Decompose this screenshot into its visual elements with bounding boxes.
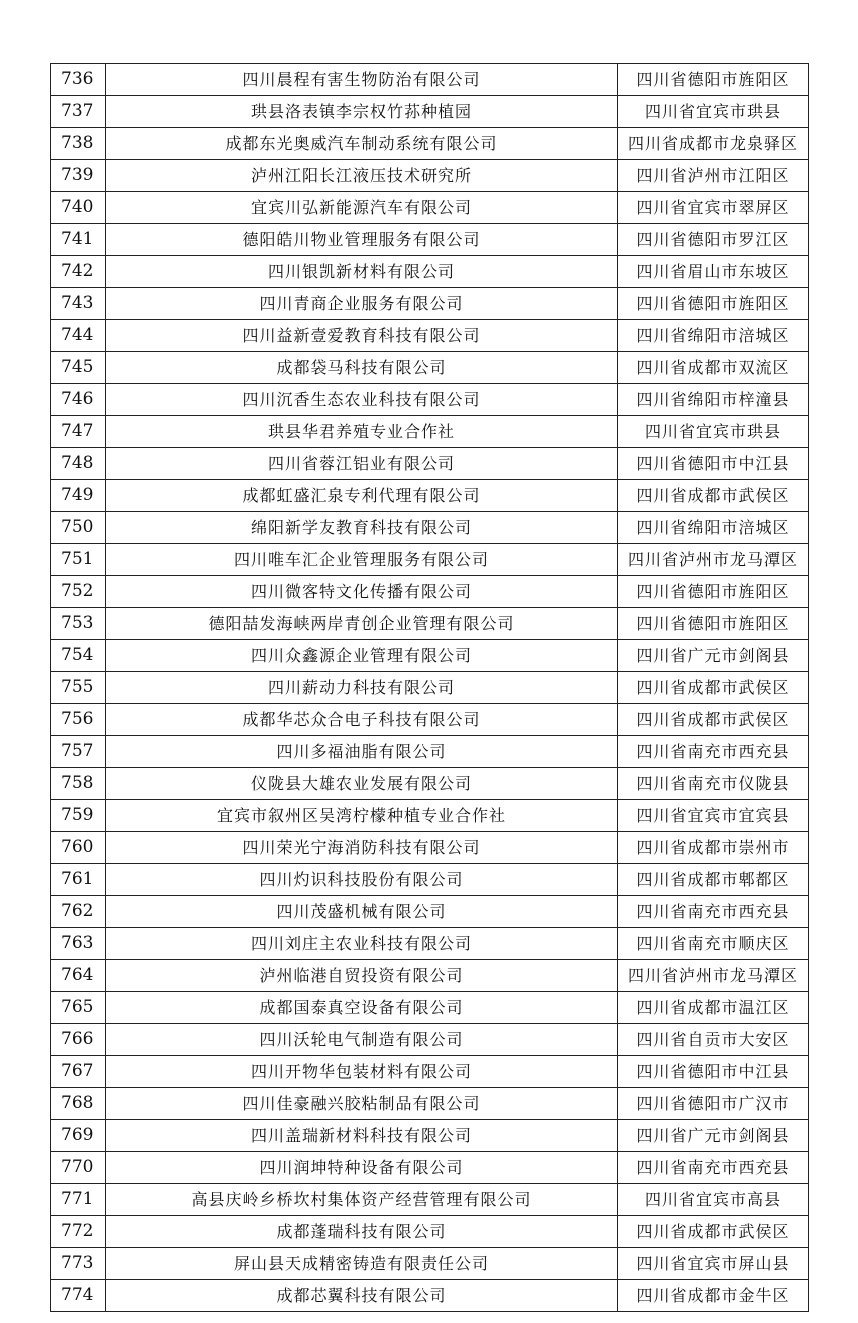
region-cell: 四川省广元市剑阁县: [618, 1120, 809, 1152]
row-number-cell: 753: [51, 608, 106, 640]
company-name-cell: 德阳喆发海峡两岸青创企业管理有限公司: [106, 608, 618, 640]
table-row: [51, 1216, 809, 1248]
row-number-cell: 737: [51, 96, 106, 128]
table-row: [51, 928, 809, 960]
table-row: [51, 768, 809, 800]
company-name-cell: 泸州江阳长江液压技术研究所: [106, 160, 618, 192]
company-name-cell: 泸州临港自贸投资有限公司: [106, 960, 618, 992]
row-number-cell: 746: [51, 384, 106, 416]
table-row: [51, 160, 809, 192]
company-name-cell: 四川荣光宁海消防科技有限公司: [106, 832, 618, 864]
table-row: [51, 1248, 809, 1280]
company-name-cell: 成都东光奥威汽车制动系统有限公司: [106, 128, 618, 160]
table-row: [51, 672, 809, 704]
row-number-cell: 773: [51, 1248, 106, 1280]
table-row: [51, 256, 809, 288]
region-cell: 四川省南充市西充县: [618, 1152, 809, 1184]
row-number-cell: 742: [51, 256, 106, 288]
region-cell: 四川省德阳市罗江区: [618, 224, 809, 256]
table-row: [51, 320, 809, 352]
region-cell: 四川省宜宾市翠屏区: [618, 192, 809, 224]
region-cell: 四川省宜宾市珙县: [618, 96, 809, 128]
table-row: [51, 608, 809, 640]
company-name-cell: 仪陇县大雄农业发展有限公司: [106, 768, 618, 800]
table-row: [51, 224, 809, 256]
region-cell: 四川省德阳市中江县: [618, 448, 809, 480]
region-cell: 四川省宜宾市宜宾县: [618, 800, 809, 832]
table-row: [51, 1056, 809, 1088]
company-name-cell: 四川晨程有害生物防治有限公司: [106, 64, 618, 96]
table-row: [51, 576, 809, 608]
table-row: [51, 96, 809, 128]
company-name-cell: 四川沉香生态农业科技有限公司: [106, 384, 618, 416]
table-row: [51, 544, 809, 576]
table-row: [51, 832, 809, 864]
company-name-cell: 成都芯翼科技有限公司: [106, 1280, 618, 1312]
row-number-cell: 757: [51, 736, 106, 768]
company-name-cell: 宜宾川弘新能源汽车有限公司: [106, 192, 618, 224]
table-row: [51, 1152, 809, 1184]
region-cell: 四川省南充市西充县: [618, 896, 809, 928]
company-name-cell: 四川盖瑞新材料科技有限公司: [106, 1120, 618, 1152]
company-list-table-wrapper: [50, 63, 808, 1312]
row-number-cell: 754: [51, 640, 106, 672]
row-number-cell: 765: [51, 992, 106, 1024]
region-cell: 四川省德阳市中江县: [618, 1056, 809, 1088]
region-cell: 四川省德阳市旌阳区: [618, 576, 809, 608]
company-name-cell: 四川刘庄主农业科技有限公司: [106, 928, 618, 960]
row-number-cell: 741: [51, 224, 106, 256]
company-name-cell: 四川灼识科技股份有限公司: [106, 864, 618, 896]
row-number-cell: 747: [51, 416, 106, 448]
table-row: [51, 960, 809, 992]
region-cell: 四川省成都市武侯区: [618, 672, 809, 704]
row-number-cell: 764: [51, 960, 106, 992]
company-name-cell: 四川开物华包装材料有限公司: [106, 1056, 618, 1088]
company-name-cell: 成都华芯众合电子科技有限公司: [106, 704, 618, 736]
company-name-cell: 四川润坤特种设备有限公司: [106, 1152, 618, 1184]
company-name-cell: 四川佳豪融兴胶粘制品有限公司: [106, 1088, 618, 1120]
region-cell: 四川省成都市郫都区: [618, 864, 809, 896]
company-name-cell: 高县庆岭乡桥坎村集体资产经营管理有限公司: [106, 1184, 618, 1216]
row-number-cell: 750: [51, 512, 106, 544]
region-cell: 四川省成都市龙泉驿区: [618, 128, 809, 160]
row-number-cell: 745: [51, 352, 106, 384]
table-row: [51, 352, 809, 384]
region-cell: 四川省泸州市龙马潭区: [618, 960, 809, 992]
row-number-cell: 751: [51, 544, 106, 576]
region-cell: 四川省眉山市东坡区: [618, 256, 809, 288]
row-number-cell: 772: [51, 1216, 106, 1248]
region-cell: 四川省成都市武侯区: [618, 1216, 809, 1248]
table-row: [51, 704, 809, 736]
company-name-cell: 四川青商企业服务有限公司: [106, 288, 618, 320]
table-row: [51, 992, 809, 1024]
row-number-cell: 767: [51, 1056, 106, 1088]
company-name-cell: 四川薪动力科技有限公司: [106, 672, 618, 704]
region-cell: 四川省德阳市旌阳区: [618, 288, 809, 320]
row-number-cell: 763: [51, 928, 106, 960]
table-row: [51, 640, 809, 672]
table-row: [51, 1184, 809, 1216]
table-row: [51, 384, 809, 416]
row-number-cell: 739: [51, 160, 106, 192]
row-number-cell: 770: [51, 1152, 106, 1184]
region-cell: 四川省德阳市旌阳区: [618, 64, 809, 96]
region-cell: 四川省绵阳市涪城区: [618, 320, 809, 352]
region-cell: 四川省泸州市龙马潭区: [618, 544, 809, 576]
row-number-cell: 744: [51, 320, 106, 352]
row-number-cell: 752: [51, 576, 106, 608]
table-row: [51, 1088, 809, 1120]
region-cell: 四川省成都市双流区: [618, 352, 809, 384]
table-row: [51, 448, 809, 480]
table-body: [51, 64, 809, 1312]
row-number-cell: 762: [51, 896, 106, 928]
table-row: [51, 1280, 809, 1312]
company-name-cell: 四川微客特文化传播有限公司: [106, 576, 618, 608]
row-number-cell: 769: [51, 1120, 106, 1152]
region-cell: 四川省宜宾市屏山县: [618, 1248, 809, 1280]
region-cell: 四川省成都市金牛区: [618, 1280, 809, 1312]
row-number-cell: 768: [51, 1088, 106, 1120]
row-number-cell: 758: [51, 768, 106, 800]
company-name-cell: 四川多福油脂有限公司: [106, 736, 618, 768]
table-row: [51, 416, 809, 448]
row-number-cell: 761: [51, 864, 106, 896]
region-cell: 四川省成都市崇州市: [618, 832, 809, 864]
region-cell: 四川省成都市武侯区: [618, 704, 809, 736]
company-name-cell: 屏山县天成精密铸造有限责任公司: [106, 1248, 618, 1280]
table-row: [51, 512, 809, 544]
region-cell: 四川省德阳市旌阳区: [618, 608, 809, 640]
table-row: [51, 480, 809, 512]
company-name-cell: 四川茂盛机械有限公司: [106, 896, 618, 928]
region-cell: 四川省宜宾市珙县: [618, 416, 809, 448]
company-name-cell: 四川益新壹爱教育科技有限公司: [106, 320, 618, 352]
table-row: [51, 1024, 809, 1056]
company-name-cell: 成都虹盛汇泉专利代理有限公司: [106, 480, 618, 512]
row-number-cell: 755: [51, 672, 106, 704]
company-name-cell: 成都国泰真空设备有限公司: [106, 992, 618, 1024]
company-name-cell: 宜宾市叙州区吴湾柠檬种植专业合作社: [106, 800, 618, 832]
company-name-cell: 四川沃轮电气制造有限公司: [106, 1024, 618, 1056]
region-cell: 四川省广元市剑阁县: [618, 640, 809, 672]
table-row: [51, 64, 809, 96]
company-name-cell: 德阳皓川物业管理服务有限公司: [106, 224, 618, 256]
company-name-cell: 成都袋马科技有限公司: [106, 352, 618, 384]
table-row: [51, 192, 809, 224]
row-number-cell: 738: [51, 128, 106, 160]
row-number-cell: 771: [51, 1184, 106, 1216]
company-name-cell: 四川众鑫源企业管理有限公司: [106, 640, 618, 672]
company-name-cell: 珙县洛表镇李宗权竹荪种植园: [106, 96, 618, 128]
region-cell: 四川省成都市武侯区: [618, 480, 809, 512]
row-number-cell: 740: [51, 192, 106, 224]
row-number-cell: 759: [51, 800, 106, 832]
region-cell: 四川省泸州市江阳区: [618, 160, 809, 192]
table-row: [51, 896, 809, 928]
region-cell: 四川省宜宾市高县: [618, 1184, 809, 1216]
company-name-cell: 绵阳新学友教育科技有限公司: [106, 512, 618, 544]
region-cell: 四川省绵阳市涪城区: [618, 512, 809, 544]
region-cell: 四川省自贡市大安区: [618, 1024, 809, 1056]
row-number-cell: 766: [51, 1024, 106, 1056]
row-number-cell: 736: [51, 64, 106, 96]
company-list-table: [50, 63, 809, 1312]
table-row: [51, 288, 809, 320]
table-row: [51, 736, 809, 768]
table-row: [51, 128, 809, 160]
row-number-cell: 774: [51, 1280, 106, 1312]
region-cell: 四川省南充市顺庆区: [618, 928, 809, 960]
table-row: [51, 800, 809, 832]
company-name-cell: 四川唯车汇企业管理服务有限公司: [106, 544, 618, 576]
table-row: [51, 1120, 809, 1152]
row-number-cell: 743: [51, 288, 106, 320]
row-number-cell: 748: [51, 448, 106, 480]
company-name-cell: 四川省蓉江铝业有限公司: [106, 448, 618, 480]
region-cell: 四川省德阳市广汉市: [618, 1088, 809, 1120]
row-number-cell: 760: [51, 832, 106, 864]
row-number-cell: 749: [51, 480, 106, 512]
region-cell: 四川省南充市西充县: [618, 736, 809, 768]
row-number-cell: 756: [51, 704, 106, 736]
company-name-cell: 珙县华君养殖专业合作社: [106, 416, 618, 448]
company-name-cell: 四川银凯新材料有限公司: [106, 256, 618, 288]
company-name-cell: 成都蓬瑞科技有限公司: [106, 1216, 618, 1248]
region-cell: 四川省成都市温江区: [618, 992, 809, 1024]
region-cell: 四川省南充市仪陇县: [618, 768, 809, 800]
region-cell: 四川省绵阳市梓潼县: [618, 384, 809, 416]
table-row: [51, 864, 809, 896]
